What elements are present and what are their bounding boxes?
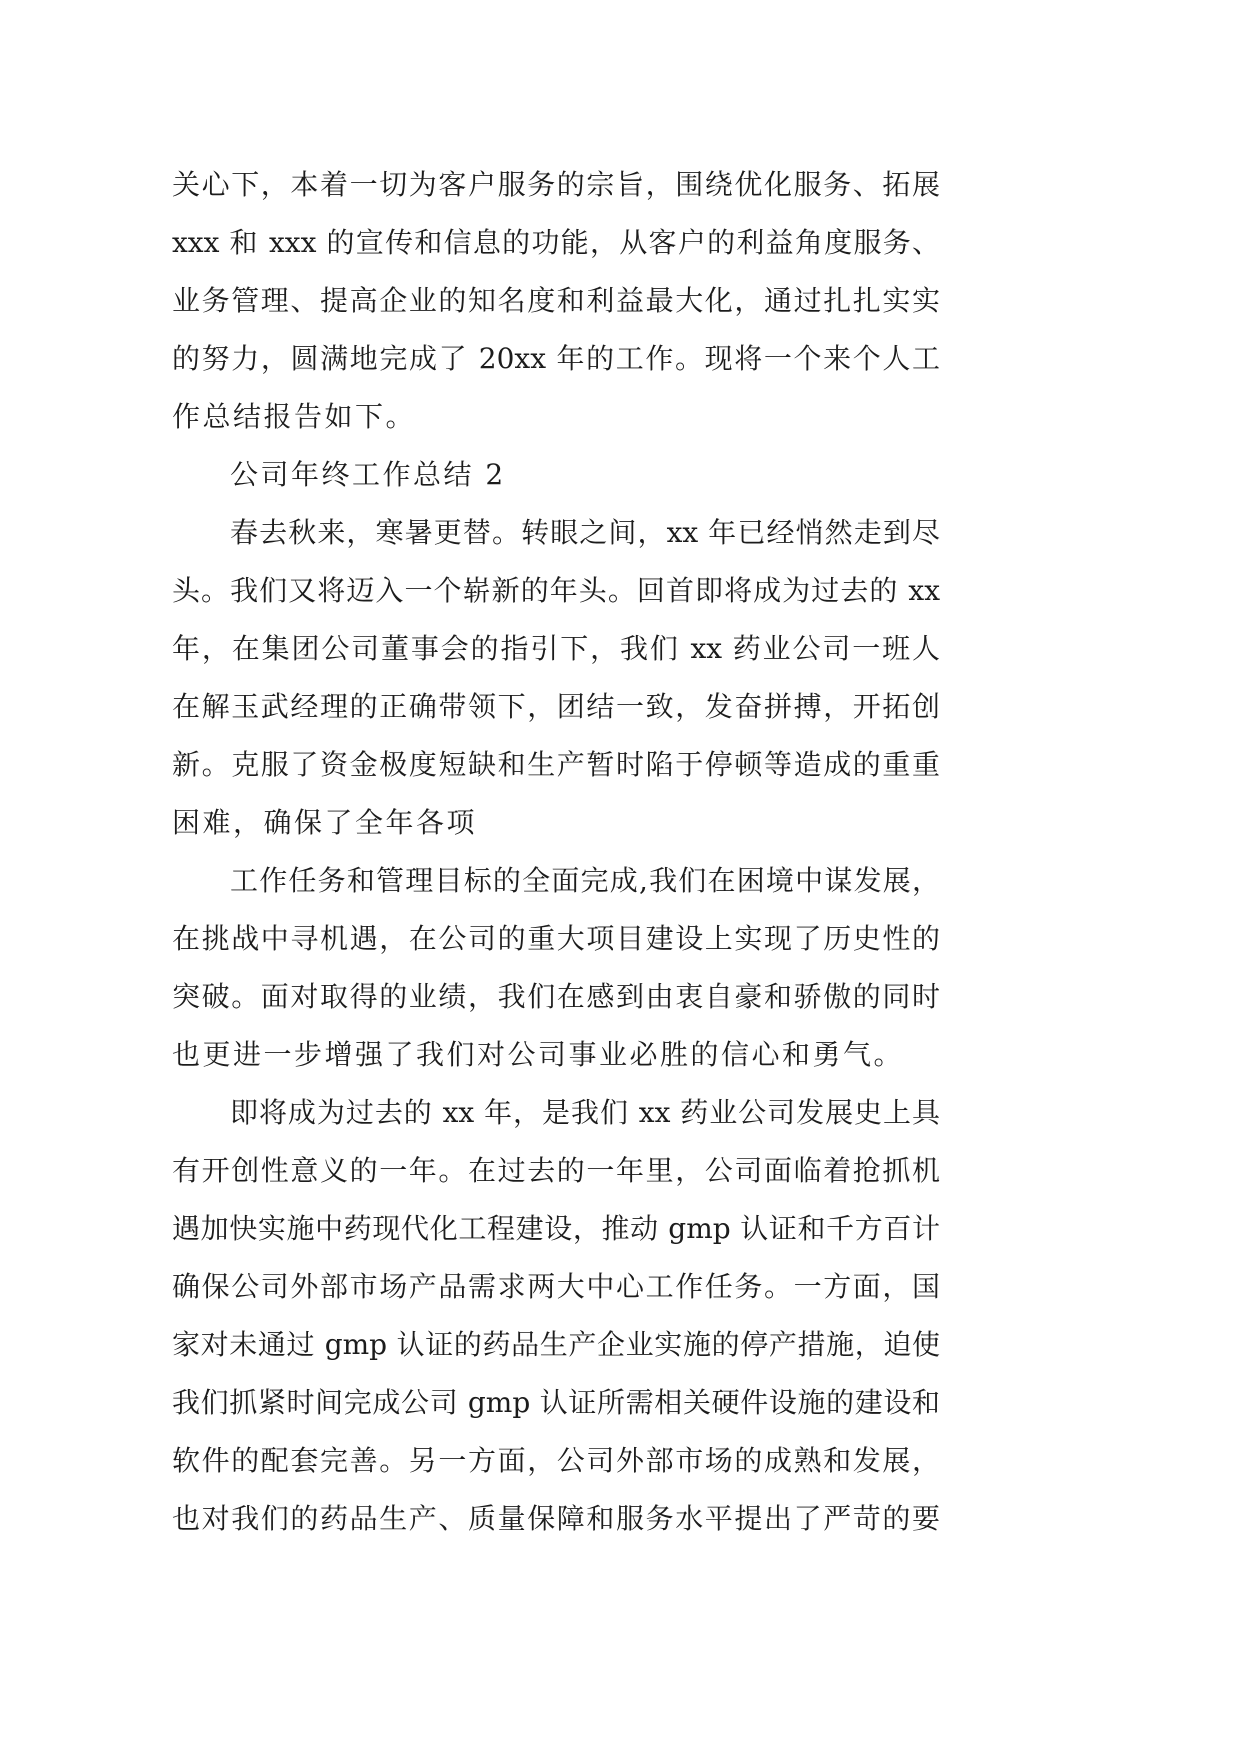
paragraph (172, 852, 940, 1084)
text-line: 头。我们又将迈入一个崭新的年头。回首即将成为过去的 xx (172, 574, 940, 607)
paragraph-continued (172, 156, 940, 446)
text-line: 新。克服了资金极度短缺和生产暂时陷于停顿等造成的重重 (172, 748, 940, 781)
text-line: 春去秋来，寒暑更替。转眼之间，xx 年已经悄然走到尽 (230, 516, 940, 549)
text-line: 有开创性意义的一年。在过去的一年里，公司面临着抢抓机 (172, 1154, 940, 1187)
text-line: xxx 和 xxx 的宣传和信息的功能，从客户的利益角度服务、 (172, 226, 940, 259)
text-line: 也对我们的药品生产、质量保障和服务水平提出了严苛的要 (172, 1502, 940, 1535)
text-line: 作总结报告如下。 (172, 400, 417, 433)
document-body (172, 156, 940, 1548)
paragraph (172, 504, 940, 852)
text-line: 关心下，本着一切为客户服务的宗旨，围绕优化服务、拓展 (172, 168, 940, 201)
section-heading (172, 446, 940, 504)
text-line: 即将成为过去的 xx 年，是我们 xx 药业公司发展史上具 (230, 1096, 940, 1129)
text-line: 软件的配套完善。另一方面，公司外部市场的成熟和发展， (172, 1444, 940, 1477)
text-line: 年，在集团公司董事会的指引下，我们 xx 药业公司一班人 (172, 632, 940, 665)
text-line: 困难，确保了全年各项 (172, 806, 478, 839)
section-heading-text: 公司年终工作总结 2 (230, 458, 506, 491)
text-line: 工作任务和管理目标的全面完成,我们在困境中谋发展， (230, 864, 940, 897)
text-line: 在解玉武经理的正确带领下，团结一致，发奋拼搏，开拓创 (172, 690, 940, 723)
text-line: 业务管理、提高企业的知名度和利益最大化，通过扎扎实实 (172, 284, 940, 317)
text-line: 突破。面对取得的业绩，我们在感到由衷自豪和骄傲的同时 (172, 980, 940, 1013)
text-line: 也更进一步增强了我们对公司事业必胜的信心和勇气。 (172, 1038, 905, 1071)
paragraph (172, 1084, 940, 1548)
text-line: 家对未通过 gmp 认证的药品生产企业实施的停产措施，迫使 (172, 1328, 940, 1361)
text-line: 我们抓紧时间完成公司 gmp 认证所需相关硬件设施的建设和 (172, 1386, 940, 1419)
text-line: 遇加快实施中药现代化工程建设，推动 gmp 认证和千方百计 (172, 1212, 940, 1245)
text-line: 在挑战中寻机遇，在公司的重大项目建设上实现了历史性的 (172, 922, 940, 955)
text-line: 确保公司外部市场产品需求两大中心工作任务。一方面，国 (172, 1270, 940, 1303)
text-line: 的努力，圆满地完成了 20xx 年的工作。现将一个来个人工 (172, 342, 940, 375)
